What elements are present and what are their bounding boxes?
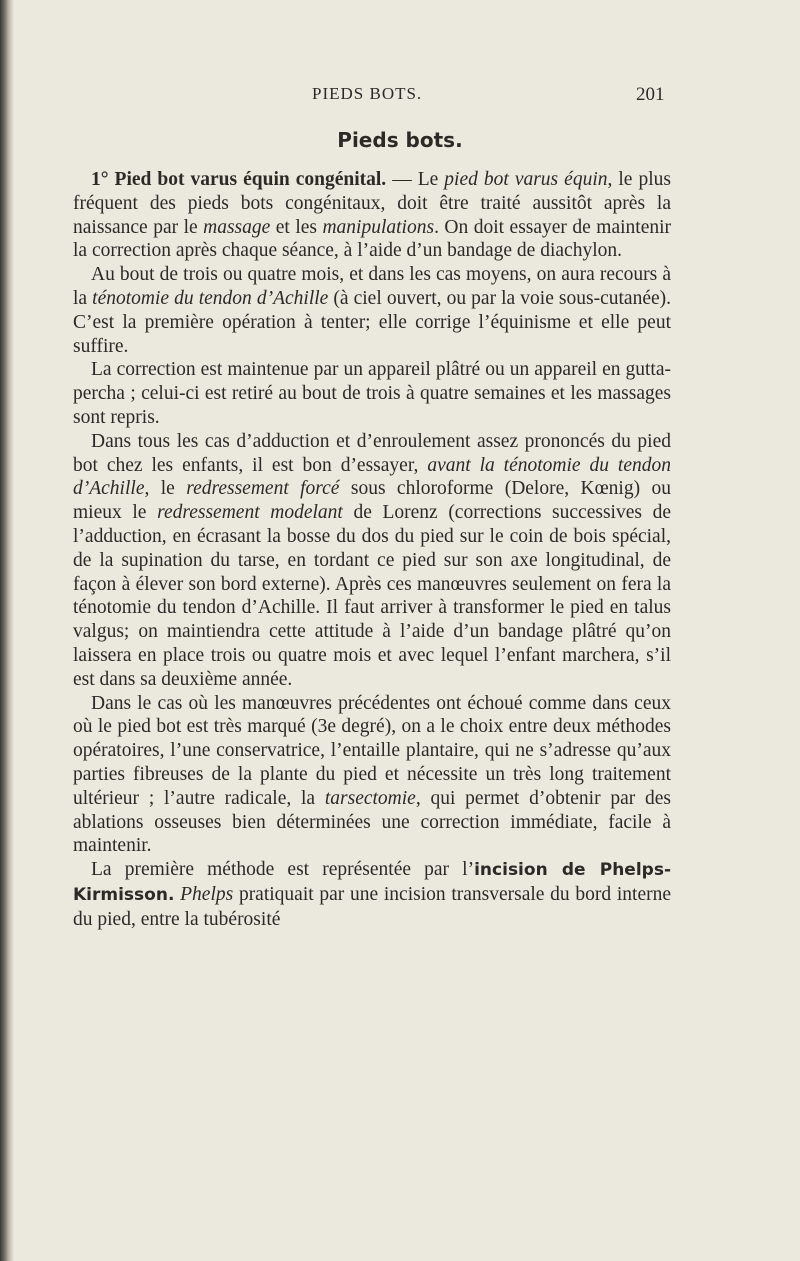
para-1 bbox=[73, 168, 671, 263]
text-run: 1° Pied bot varus équin congénital. bbox=[91, 169, 387, 190]
section-title: Pieds bots. bbox=[337, 128, 463, 152]
text-run: , qui permet d’obtenir par des ablations osseuses bien déterminées une correction immédiate, facile à maintenir. bbox=[73, 787, 671, 857]
body-text bbox=[73, 168, 671, 932]
text-run: redressement forcé bbox=[186, 478, 340, 500]
text-run: ténotomie du tendon d’Achille bbox=[92, 287, 329, 309]
text-run: et les bbox=[270, 216, 323, 238]
text-run: . On doit essayer de maintenir la correction après chaque séance, à l’aide d’un bandage de diachylon. bbox=[73, 216, 672, 262]
text-run: Dans le cas où les manœuvres précédentes ont échoué comme dans ceux où le pied bot est très marqué (3e degré), on a le choix entre deux méthodes opératoires, l’une conservatrice, l’entaille plantaire, qui ne s’adresse qu’aux parties fibreuses de la plante du pied et nécessite un très long traitement ultérieur ; l’autre radicale, la bbox=[73, 692, 671, 809]
text-run: Au bout de trois ou quatre mois, et dans les cas moyens, on aura recours à la bbox=[73, 264, 671, 309]
text-run: sous chloroforme (Delore, Kœnig) ou mieux le bbox=[73, 478, 671, 524]
text-run: de Lorenz (corrections successives de l’adduction, en écrasant la bosse du dos du pied sur le coin de bois spécial, de la supination du tarse, en tordant ce pied sur son axe longitudinal, de façon à élever son bord externe). Après ces manœuvres seulement on fera la ténotomie du tendon d’Achille. Il faut arriver à transformer le pied en talus valgus; on maintiendra cette attitude à l’aide d’un bandage plâtré qu’on laissera en place trois ou quatre mois et avec lequel l’enfant marchera, s’il est dans sa deuxième année. bbox=[73, 502, 671, 690]
text-run: — Le bbox=[386, 169, 445, 190]
para-4 bbox=[73, 430, 671, 692]
text-run: Phelps bbox=[180, 883, 234, 905]
para-5 bbox=[73, 692, 671, 859]
text-run: , le plus fréquent des pieds bots congénitaux, doit être traité aussitôt après la naissance par le bbox=[73, 169, 671, 238]
text-run: redressement modelant bbox=[157, 502, 343, 524]
text-run: tarsectomie bbox=[324, 787, 416, 809]
running-title: PIEDS BOTS. bbox=[312, 84, 423, 103]
text-run: incision de Phelps-Kirmisson. bbox=[73, 860, 672, 905]
text-run: (à ciel ouvert, ou par la voie sous-cutanée). C’est la première opération à tenter; elle corrige l’équinisme et elle peut suffire. bbox=[73, 287, 672, 357]
text-run: La correction est maintenue par un appareil plâtré ou un appareil en gutta-percha ; celui-ci est retiré au bout de trois à quatre semaines et les massages sont repris. bbox=[73, 359, 671, 428]
text-run: Dans tous les cas d’adduction et d’enroulement assez prononcés du pied bot chez les enfants, il est bon d’essayer, bbox=[73, 430, 671, 476]
running-head bbox=[0, 82, 800, 108]
text-run: massage bbox=[203, 216, 271, 238]
text-run: La première méthode est représentée par l’ bbox=[91, 859, 475, 881]
para-6 bbox=[73, 858, 671, 931]
page-gutter bbox=[0, 0, 14, 1261]
text-run: , le bbox=[144, 478, 187, 500]
para-3 bbox=[73, 358, 671, 429]
para-2 bbox=[73, 263, 671, 358]
page-number: 201 bbox=[636, 84, 665, 105]
text-run: manipulations bbox=[322, 216, 435, 238]
text-run: pied bot varus équin bbox=[444, 169, 608, 190]
text-run: avant la ténotomie du tendon d’Achille bbox=[73, 454, 671, 500]
text-run: pratiquait par une incision transversale du bord interne du pied, entre la tubérosité bbox=[73, 883, 672, 930]
